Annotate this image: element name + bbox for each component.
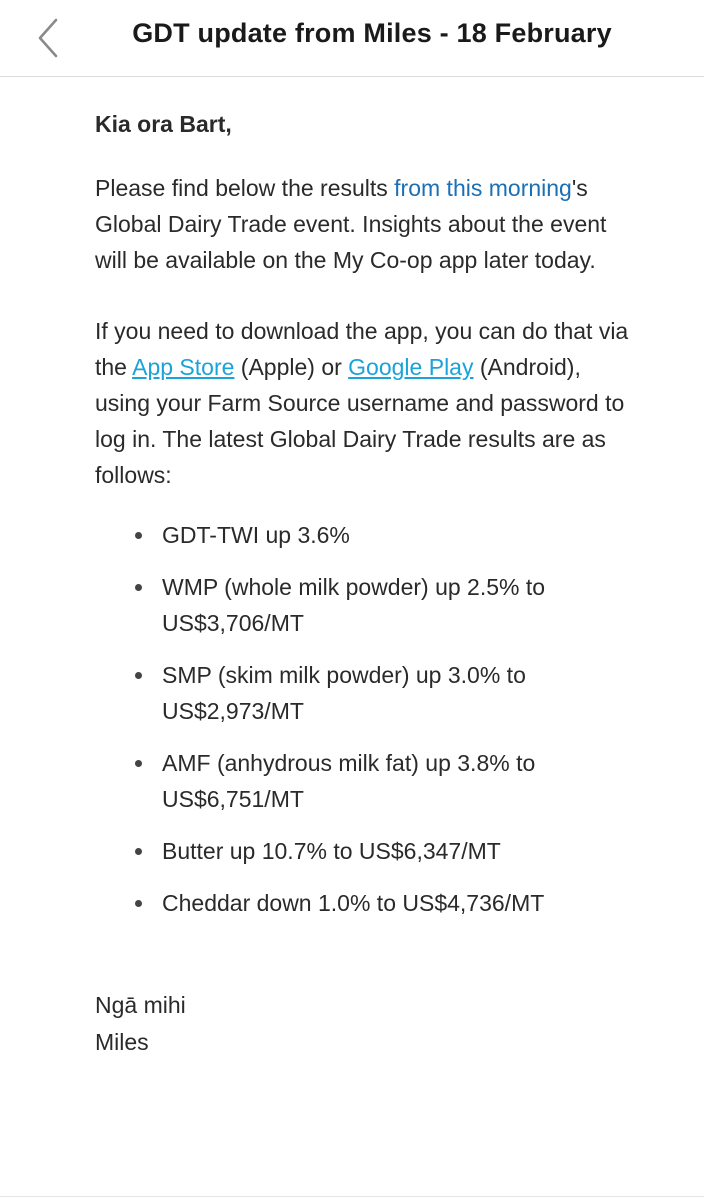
list-item bbox=[95, 657, 635, 729]
email-subject-title: GDT update from Miles - 18 February bbox=[132, 18, 612, 48]
app-store-link[interactable]: App Store bbox=[132, 354, 235, 380]
bullet-icon bbox=[135, 848, 142, 855]
email-greeting: Kia ora Bart, bbox=[95, 111, 232, 137]
download-text-1: If you need to download the app, you can do that via the bbox=[95, 318, 629, 380]
result-text: SMP (skim milk powder) up 3.0% to US$2,973/MT bbox=[162, 662, 526, 724]
download-text-3: (Android), using your Farm Source username and password to log in. The latest Global Dairy Trade results are as follows: bbox=[95, 354, 625, 488]
google-play-link[interactable]: Google Play bbox=[348, 354, 474, 380]
gdt-results-list bbox=[95, 517, 635, 921]
intro-text-before: Please find below the results bbox=[95, 175, 395, 201]
signoff-line: Ngā mihi bbox=[95, 992, 186, 1018]
download-paragraph bbox=[95, 313, 635, 493]
bullet-icon bbox=[135, 672, 142, 679]
divider bbox=[0, 1196, 704, 1197]
list-item bbox=[95, 745, 635, 817]
result-text: Butter up 10.7% to US$6,347/MT bbox=[162, 838, 501, 864]
bullet-icon bbox=[135, 900, 142, 907]
result-text: GDT-TWI up 3.6% bbox=[162, 522, 350, 548]
email-signoff bbox=[95, 987, 635, 1061]
email-body bbox=[95, 106, 635, 1061]
result-text: WMP (whole milk powder) up 2.5% to US$3,706/MT bbox=[162, 574, 546, 636]
intro-text-after: 's Global Dairy Trade event. Insights about the event will be available on the My Co-op app later today. bbox=[95, 175, 607, 273]
download-text-2: (Apple) or bbox=[234, 354, 349, 380]
list-item bbox=[95, 569, 635, 641]
chevron-left-icon bbox=[28, 14, 72, 62]
back-button[interactable] bbox=[28, 14, 72, 62]
intro-paragraph bbox=[95, 170, 635, 278]
result-text: Cheddar down 1.0% to US$4,736/MT bbox=[162, 890, 545, 916]
result-text: AMF (anhydrous milk fat) up 3.8% to US$6,751/MT bbox=[162, 750, 536, 812]
email-header bbox=[0, 0, 704, 77]
bullet-icon bbox=[135, 584, 142, 591]
bullet-icon bbox=[135, 532, 142, 539]
signoff-name: Miles bbox=[95, 1029, 149, 1055]
bullet-icon bbox=[135, 760, 142, 767]
list-item bbox=[95, 833, 635, 869]
list-item bbox=[95, 517, 635, 553]
list-item bbox=[95, 885, 635, 921]
from-this-morning-link[interactable]: from this morning bbox=[394, 175, 572, 201]
